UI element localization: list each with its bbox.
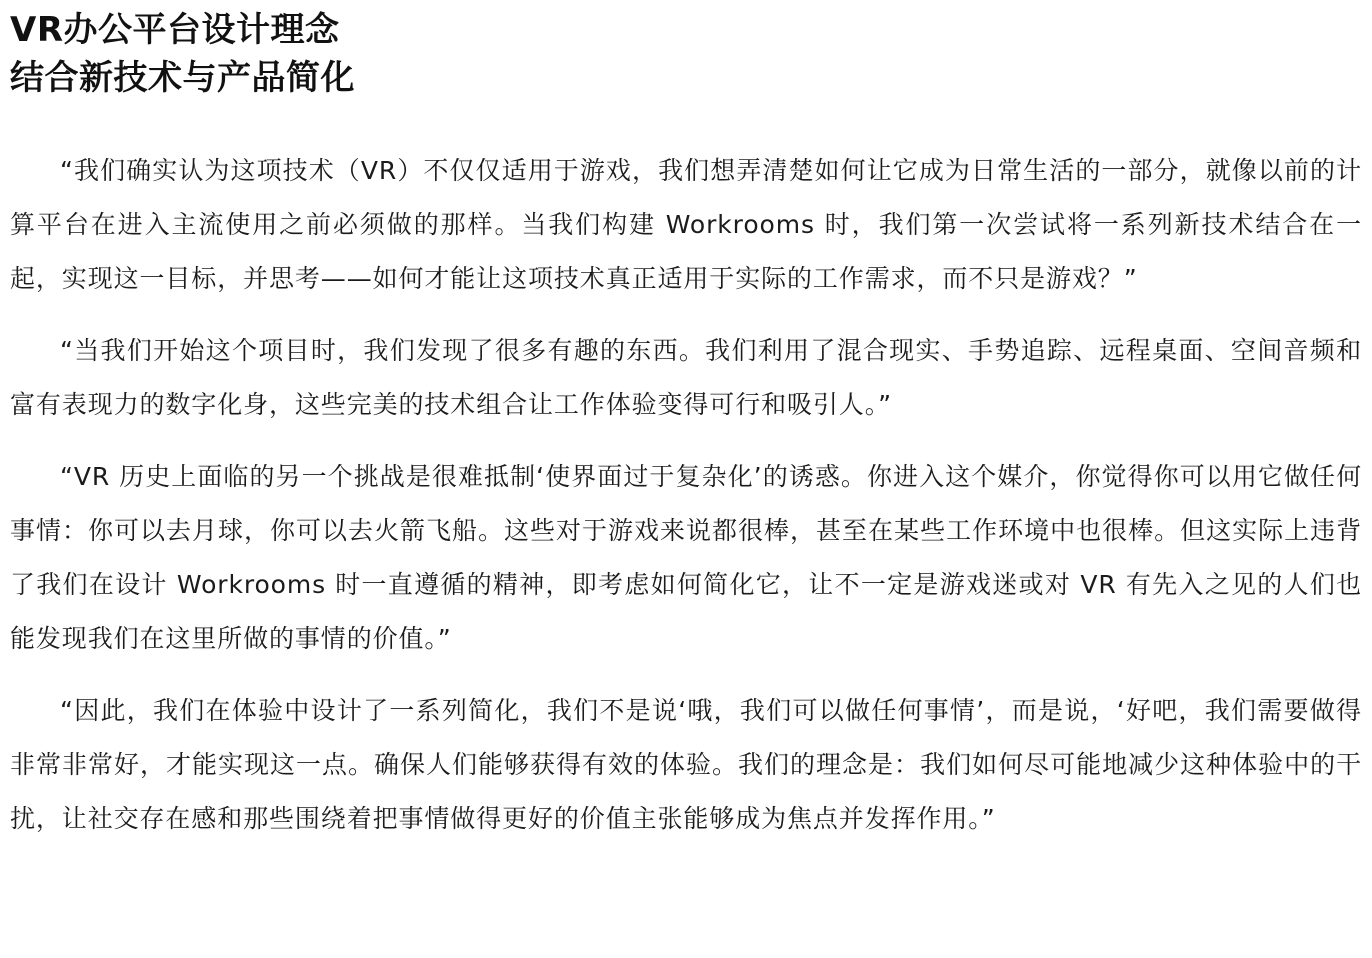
article-title-line-1: VR办公平台设计理念	[10, 10, 340, 50]
article-heading	[10, 6, 1362, 102]
quote-paragraph-1: “我们确实认为这项技术（VR）不仅仅适用于游戏，我们想弄清楚如何让它成为日常生活的一部分，就像以前的计算平台在进入主流使用之前必须做的那样。当我们构建 Workrooms 时，我们第一次尝试将一系列新技术结合在一起，实现这一目标，并思考——如何才能让这项技术真正适用于实际的工作需求，而不只是游戏？”	[10, 156, 1362, 293]
article-title-line-2: 结合新技术与产品简化	[10, 58, 355, 98]
quote-paragraph-4: “因此，我们在体验中设计了一系列简化，我们不是说‘哦，我们可以做任何事情’，而是说，‘好吧，我们需要做得非常非常好，才能实现这一点。确保人们能够获得有效的体验。我们的理念是：我们如何尽可能地减少这种体验中的干扰，让社交存在感和那些围绕着把事情做得更好的价值主张能够成为焦点并发挥作用。”	[10, 696, 1362, 833]
article-body	[10, 144, 1362, 846]
quote-paragraph-3: “VR 历史上面临的另一个挑战是很难抵制‘使界面过于复杂化’的诱惑。你进入这个媒介，你觉得你可以用它做任何事情：你可以去月球，你可以去火箭飞船。这些对于游戏来说都很棒，甚至在某些工作环境中也很棒。但这实际上违背了我们在设计 Workrooms 时一直遵循的精神，即考虑如何简化它，让不一定是游戏迷或对 VR 有先入之见的人们也能发现我们在这里所做的事情的价值。”	[10, 462, 1362, 653]
quote-paragraph-2: “当我们开始这个项目时，我们发现了很多有趣的东西。我们利用了混合现实、手势追踪、远程桌面、空间音频和富有表现力的数字化身，这些完美的技术组合让工作体验变得可行和吸引人。”	[10, 336, 1362, 419]
